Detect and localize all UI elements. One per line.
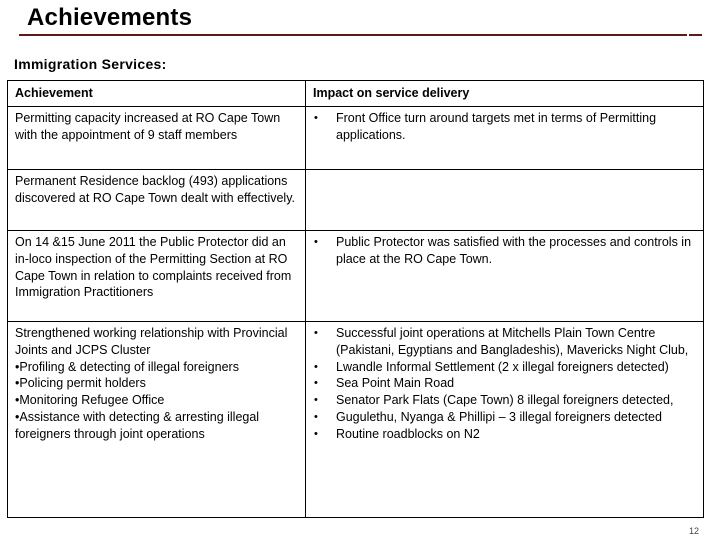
achievement-subitem: •Monitoring Refugee Office (15, 393, 165, 408)
impact-item: • Front Office turn around targets met in terms of Permitting applications. (314, 111, 657, 142)
impact-cell (306, 170, 704, 231)
page-number: 12 (689, 526, 700, 536)
achievement-text: Permanent Residence backlog (493) applications discovered at RO Cape Town dealt with effectively. (15, 174, 296, 205)
table-header-row (8, 81, 704, 107)
impact-list (313, 325, 696, 443)
impact-item: • Routine roadblocks on N2 (314, 426, 480, 441)
achievement-subitem: •Policing permit holders (15, 376, 146, 391)
achievement-text: Permitting capacity increased at RO Cape Town with the appointment of 9 staff members (15, 111, 281, 142)
bullet-icon: • (314, 236, 318, 248)
impact-item: • Successful joint operations at Mitchells Plain Town Centre (Pakistani, Egyptians and Bangladeshis), Mavericks Night Club, (314, 326, 689, 357)
achievement-cell (8, 231, 306, 322)
achievements-table (7, 80, 704, 518)
achievement-subitem: •Assistance with detecting & arresting illegal foreigners through joint operations (15, 409, 260, 441)
achievement-cell (8, 322, 306, 518)
bullet-icon: • (314, 410, 318, 423)
table-row (8, 107, 704, 170)
achievement-text: Strengthened working relationship with Provincial Joints and JCPS Cluster (15, 326, 288, 357)
bullet-icon: • (314, 360, 318, 373)
table-row (8, 322, 704, 518)
bullet-icon: • (314, 327, 318, 339)
table-row (8, 231, 704, 322)
table-row (8, 170, 704, 231)
title-divider-tail (689, 34, 702, 36)
impact-item: • Senator Park Flats (Cape Town) 8 illegal foreigners detected, (314, 393, 674, 408)
impact-list (313, 234, 696, 268)
impact-item: • Public Protector was satisfied with the processes and controls in place at the RO Cape Town. (314, 235, 692, 266)
section-subtitle: Immigration Services: (14, 56, 167, 72)
impact-item: • Gugulethu, Nyanga & Phillipi – 3 illegal foreigners detected (314, 409, 662, 424)
achievement-cell (8, 170, 306, 231)
bullet-icon: • (314, 394, 318, 407)
title-divider (19, 34, 687, 36)
impact-cell (306, 107, 704, 170)
impact-list (313, 110, 696, 144)
impact-item: • Sea Point Main Road (314, 376, 455, 391)
impact-item: • Lwandle Informal Settlement (2 x illegal foreigners detected) (314, 359, 669, 374)
column-header-impact: Impact on service delivery (306, 81, 704, 107)
impact-cell (306, 322, 704, 518)
bullet-icon: • (314, 377, 318, 390)
column-header-achievement: Achievement (8, 81, 306, 107)
bullet-icon: • (314, 427, 318, 440)
page-title: Achievements (27, 4, 193, 31)
impact-cell (306, 231, 704, 322)
achievement-cell (8, 107, 306, 170)
bullet-icon: • (314, 112, 318, 124)
achievement-subitem: •Profiling & detecting of illegal foreigners (15, 359, 239, 374)
achievement-text: On 14 &15 June 2011 the Public Protector did an in-loco inspection of the Permitting Section at RO Cape Town in relation to complaints received from Immigration Practitioners (15, 235, 292, 300)
